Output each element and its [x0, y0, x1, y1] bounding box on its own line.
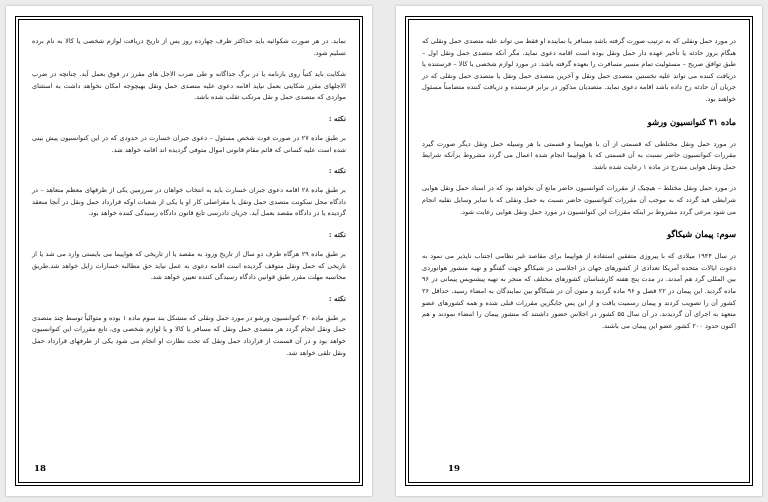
right-page-content — [422, 36, 736, 342]
paragraph: در مورد حمل ونقل مختلط – هیچیک از مقررات کنوانسیون حاضر مانع آن نخواهد بود که در اسناد حمل ونقل هوایی شرایطی قید گردد که به موجب آن مقررات کنوانسیون حاضر نسبت به حمل ونقلی که با سایر وسایل نقلیه انجام می شود مرعی گردد مشروط بر اینکه مقررات این کنوانسیون در مورد حمل ونقل هوایی رعایت شود. — [422, 184, 736, 216]
left-page-content — [32, 36, 346, 369]
paragraph: بر طبق ماده ۳۰ کنوانسیون ورشو در مورد حمل ونقلی که متشکل بند سوم ماده ۱ بوده و متوالیاً توسط چند متصدی حمل ونقل انجام گردد هر متصدی حمل ونقل که مسافر یا کالا و یا لوازم شخصی وی، تابع مقررات این کنوانسیون خواهد بود و در آن قسمت از قرارداد حمل ونقل که تحت نظارت او انجام می شود یکی از طرفهای قرارداد حمل ونقل تلقی خواهد شد. — [32, 313, 346, 357]
page-number: 18 — [34, 464, 46, 474]
paragraph: نماید. در هر صورت شکوائیه باید حداکثر ظرف چهارده روز پس از تاریخ دریافت لوازم شخصی یا کالا به نام برده تسلیم شود. — [32, 37, 346, 57]
page-number: 19 — [448, 464, 460, 474]
note-label: نکته : — [328, 293, 346, 303]
paragraph: در مورد حمل ونقل مختلطی که قسمتی از آن با هواپیما و قسمتی با هر وسیله حمل ونقل دیگر صورت گیرد مقررات کنوانسیون حاضر نسبت به آن قسمتی که با هواپیما انجام شده اعمال می گردد مشروط برآنکه شرایط حمل ونقل هوایی مندرج در ماده ۱ رعایت شده باشد. — [422, 139, 736, 171]
note-label: نکته : — [328, 166, 346, 176]
right-page — [396, 6, 762, 496]
paragraph: بر طبق ماده ۲۸ اقامه دعوی جبران خسارت باید به انتخاب خواهان در سرزمین یکی از طرفهای معظم متعاهد – در دادگاه محل سکونت متصدی حمل ونقل یا مقراصلی کار او یا یکی از شعبات اوکه قرارداد حمل ونقل در آنجا منعقد گردیده یا در دادگاه مقصد بعمل آید. جریان دادرسی تابع قانون دادگاه رسیدگی کننده خواهد بود. — [32, 186, 346, 218]
section-heading: ماده ۳۱ کنوانسیون ورشو — [647, 116, 736, 127]
paragraph: در سال ۱۹۴۴ میلادی که با پیروزی متفقین استفاده از هواپیما برای مقاصد غیر نظامی اجتناب ناپذیر می نمود به دعوت ایالات متحده آمریکا تعدادی از کشورهای جهان در اجلاسی در شیکاگو جهت گفتگو و تهیه منشور هوانوردی بین المللی گرد هم آمدند. در مدت پنج هفته کارشناسان کشورهای مختلف که منجر به تهیه پیشنویس پیمانی در ۹۶ ماده گردید. این پیمان در ۲۲ فصل و ۹۶ ماده گردید و متون آن در شیکاگو بین نمایندگان به امضاء رسید. حداقل ۲۶ کشور آن را تصویب کردند و پیمان رسمیت یافت و از این پس جایگزین مقررات قبلی شده و همه کشورهای عضو متعهد به اجرای آن گردیدند. در آن سال ۵۵ کشور در اجلاس حضور داشتند که منشور پیمان را امضاء نمودند و هم اکنون حدود ۲۰۰ کشور عضو این پیمان می باشند. — [422, 252, 736, 330]
paragraph: بر طبق ماده ۲۷ در صورت فوت شخص مسئول – دعوی جبران خسارت در حدودی که در این کنوانسیون پیش بینی شده است علیه کسانی که قائم مقام قانونی اموال متوفی گردیده اند اقامه خواهد شد. — [32, 133, 346, 154]
note-label: نکته : — [328, 113, 346, 123]
paragraph: شکایت باید کتباً روی بارنامه یا در برگ جداگانه و طی ضرب الاجل های مقرر در فوق بعمل آید. چنانچه در ضرب الاجلهای مقرر شکایتی بعمل نیاید اقامه دعوی علیه متصدی حمل ونقل بهیچوجه امکان نخواهد داشت به استثنای مواردی که متصدی حمل و نقل مرتکب تقلب شده باشد. — [32, 70, 346, 102]
note-label: نکته : — [328, 229, 346, 239]
paragraph: بر طبق ماده ۲۹ هرگاه ظرف دو سال از تاریخ ورود به مقصد یا از تاریخی که هواپیما می بایستی وارد می شد یا از تاریخی که حمل ونقل متوقف گردیده است اقامه دعوی به عمل نیاید حق مطالبه خسارات زایل خواهد شد.طریق محاسبه مهلت مقرر طبق قوانین دادگاه رسیدگی کننده تعیین خواهد شد. — [32, 249, 346, 282]
section-heading: سوم: پیمان شیکاگو — [667, 229, 736, 240]
left-page — [6, 6, 372, 496]
paragraph: در مورد حمل ونقلی که به ترتیب صورت گرفته باشد مسافر یا نماینده او فقط می تواند علیه متصدی حمل ونقلی که هنگام بروز حادثه یا تأخیر عهده دار حمل ونقل بوده است اقامه دعوی نماید، مگر آنکه متصدی حمل ونقل اول – طبق توافق صریح – مسئولیت تمام مسیر مسافرت را بعهده گرفته باشد. در مورد لوازم شخصی یا کالا – فرستنده یا دریافت کننده می تواند علیه نخستین متصدی حمل ونقل و آخرین متصدی حمل ونقل یا متصدی حمل ونقلی که در جریان آن حادثه رخ داده باشد اقامه دعوی نماید. متصدیان مذکور در برابر فرستنده و دریافت کننده متضامناً مسئول خواهند بود. — [422, 37, 736, 103]
